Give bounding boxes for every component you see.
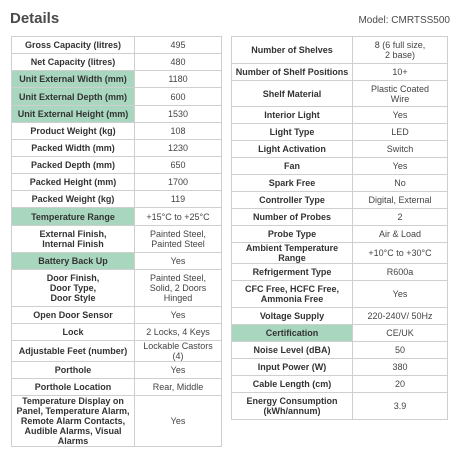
spec-value: No	[353, 175, 448, 192]
spec-label: Light Type	[232, 124, 353, 141]
spec-row	[232, 325, 448, 342]
spec-label: Number of Shelves	[232, 37, 353, 64]
spec-label: Fan	[232, 158, 353, 175]
spec-label: Controller Type	[232, 192, 353, 209]
spec-value: Yes	[135, 253, 222, 270]
spec-row	[232, 175, 448, 192]
spec-row	[232, 393, 448, 420]
spec-value: 495	[135, 37, 222, 54]
spec-label: Open Door Sensor	[12, 307, 135, 324]
spec-row	[232, 107, 448, 124]
spec-value: +10°C to +30°C	[353, 243, 448, 264]
spec-label: Refrigerment Type	[232, 264, 353, 281]
spec-value: Yes	[353, 107, 448, 124]
spec-label: Unit External Height (mm)	[12, 106, 135, 123]
spec-row	[232, 64, 448, 81]
spec-value: 2	[353, 209, 448, 226]
spec-row	[232, 158, 448, 175]
spec-label: Packed Depth (mm)	[12, 157, 135, 174]
spec-row	[232, 264, 448, 281]
spec-value: 380	[353, 359, 448, 376]
spec-value: 1230	[135, 140, 222, 157]
spec-value: 108	[135, 123, 222, 140]
spec-value: 20	[353, 376, 448, 393]
spec-label: Unit External Depth (mm)	[12, 88, 135, 106]
spec-label: Porthole	[12, 362, 135, 379]
spec-value: 1700	[135, 174, 222, 191]
spec-label: Lock	[12, 324, 135, 341]
spec-label: Product Weight (kg)	[12, 123, 135, 140]
spec-value: 1530	[135, 106, 222, 123]
spec-label: Net Capacity (litres)	[12, 54, 135, 71]
spec-row	[12, 54, 222, 71]
spec-value: 10+	[353, 64, 448, 81]
spec-value: 50	[353, 342, 448, 359]
spec-value: Yes	[353, 281, 448, 308]
spec-row	[232, 209, 448, 226]
spec-row	[12, 253, 222, 270]
spec-row	[12, 208, 222, 226]
spec-row	[12, 106, 222, 123]
spec-row	[12, 226, 222, 253]
spec-label: Spark Free	[232, 175, 353, 192]
spec-label: Input Power (W)	[232, 359, 353, 376]
spec-row	[232, 308, 448, 325]
spec-table-left-body	[12, 37, 222, 447]
spec-label: Door Finish, Door Type, Door Style	[12, 270, 135, 307]
spec-label: Certification	[232, 325, 353, 342]
spec-table-left	[11, 36, 222, 447]
page-title: Details	[10, 10, 60, 27]
spec-row	[12, 123, 222, 140]
spec-row	[12, 88, 222, 106]
spec-value: +15°C to +25°C	[135, 208, 222, 226]
spec-value: 480	[135, 54, 222, 71]
spec-label: Interior Light	[232, 107, 353, 124]
spec-row	[12, 140, 222, 157]
spec-value: 650	[135, 157, 222, 174]
spec-row	[232, 342, 448, 359]
spec-row	[12, 362, 222, 379]
spec-value: Yes	[135, 307, 222, 324]
spec-value: 600	[135, 88, 222, 106]
spec-row	[232, 376, 448, 393]
details-header	[10, 0, 450, 34]
spec-label: Cable Length (cm)	[232, 376, 353, 393]
spec-row	[232, 141, 448, 158]
spec-value: Yes	[135, 362, 222, 379]
spec-row	[12, 324, 222, 341]
spec-row	[12, 341, 222, 362]
spec-label: External Finish, Internal Finish	[12, 226, 135, 253]
spec-row	[232, 243, 448, 264]
spec-label: Porthole Location	[12, 379, 135, 396]
spec-value: CE/UK	[353, 325, 448, 342]
spec-row	[232, 359, 448, 376]
spec-value: Yes	[353, 158, 448, 175]
spec-label: Number of Probes	[232, 209, 353, 226]
spec-row	[12, 379, 222, 396]
spec-row	[232, 192, 448, 209]
spec-label: Noise Level (dBA)	[232, 342, 353, 359]
spec-value: 1180	[135, 71, 222, 88]
spec-value: 119	[135, 191, 222, 208]
spec-label: Packed Weight (kg)	[12, 191, 135, 208]
spec-value: R600a	[353, 264, 448, 281]
spec-label: Gross Capacity (litres)	[12, 37, 135, 54]
spec-table-right-body	[232, 37, 448, 420]
spec-value: Painted Steel, Solid, 2 Doors Hinged	[135, 270, 222, 307]
spec-value: Switch	[353, 141, 448, 158]
spec-row	[12, 71, 222, 88]
spec-label: Packed Width (mm)	[12, 140, 135, 157]
model-number: Model: CMRTSS500	[358, 15, 450, 26]
spec-row	[12, 174, 222, 191]
spec-row	[232, 124, 448, 141]
spec-label: Battery Back Up	[12, 253, 135, 270]
spec-label: Temperature Range	[12, 208, 135, 226]
spec-label: Number of Shelf Positions	[232, 64, 353, 81]
spec-label: Light Activation	[232, 141, 353, 158]
spec-value: 8 (6 full size, 2 base)	[353, 37, 448, 64]
spec-row	[12, 270, 222, 307]
spec-row	[232, 226, 448, 243]
spec-label: CFC Free, HCFC Free, Ammonia Free	[232, 281, 353, 308]
spec-label: Voltage Supply	[232, 308, 353, 325]
spec-value: LED	[353, 124, 448, 141]
spec-row	[12, 307, 222, 324]
spec-label: Adjustable Feet (number)	[12, 341, 135, 362]
spec-value: Painted Steel, Painted Steel	[135, 226, 222, 253]
spec-row	[232, 81, 448, 107]
spec-value: Rear, Middle	[135, 379, 222, 396]
spec-label: Packed Height (mm)	[12, 174, 135, 191]
spec-value: Air & Load	[353, 226, 448, 243]
spec-label: Temperature Display on Panel, Temperature Alarm, Remote Alarm Contacts, Audible Alarms, Visual Alarms	[12, 396, 135, 447]
spec-label: Shelf Material	[232, 81, 353, 107]
spec-value: Digital, External	[353, 192, 448, 209]
spec-value: 220-240V/ 50Hz	[353, 308, 448, 325]
spec-value: Plastic Coated Wire	[353, 81, 448, 107]
spec-value: 3.9	[353, 393, 448, 420]
spec-label: Ambient Temperature Range	[232, 243, 353, 264]
spec-label: Energy Consumption (kWh/annum)	[232, 393, 353, 420]
spec-label: Probe Type	[232, 226, 353, 243]
spec-row	[12, 157, 222, 174]
spec-row	[232, 281, 448, 308]
spec-row	[12, 37, 222, 54]
spec-value: 2 Locks, 4 Keys	[135, 324, 222, 341]
spec-value: Lockable Castors (4)	[135, 341, 222, 362]
spec-table-right	[231, 36, 448, 420]
spec-row	[12, 396, 222, 447]
spec-label: Unit External Width (mm)	[12, 71, 135, 88]
spec-value: Yes	[135, 396, 222, 447]
spec-row	[232, 37, 448, 64]
spec-row	[12, 191, 222, 208]
